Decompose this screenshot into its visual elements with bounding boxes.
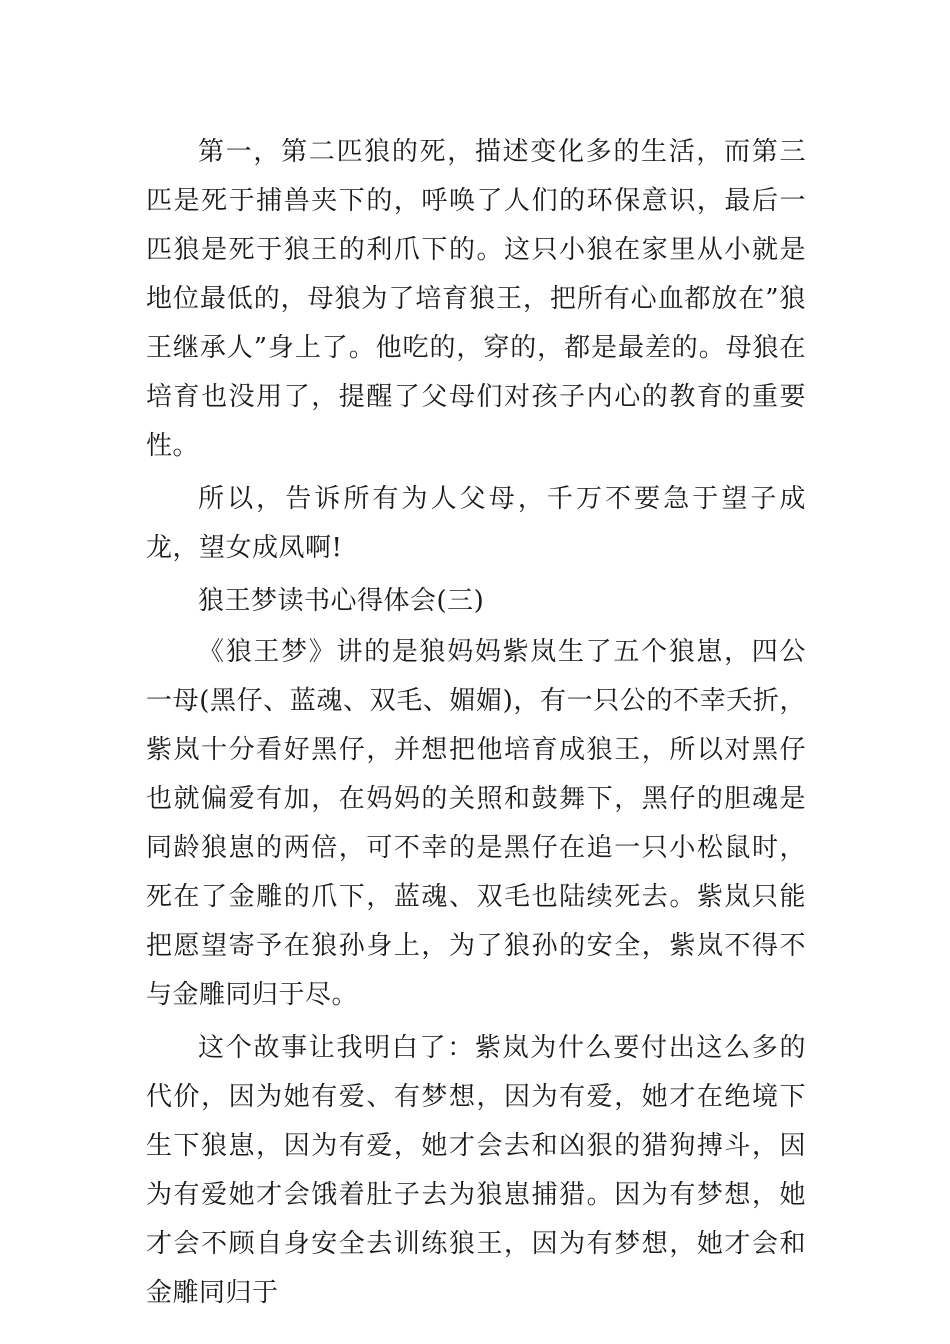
section-heading: 狼王梦读书心得体会(三) — [198, 586, 485, 616]
paragraph-story-summary: 《狼王梦》讲的是狼妈妈紫岚生了五个狼崽，四公一母(黑仔、蓝魂、双毛、媚媚)，有一只公的不幸夭折，紫岚十分看好黑仔，并想把他培育成狼王，所以对黑仔也就偏爱有加，在妈妈的关照和鼓舞下，黑仔的胆魂是同龄狼崽的两倍，可不幸的是黑仔在追一只小松鼠时，死在了金雕的爪下，蓝魂、双毛也陆续死去。紫岚只能把愿望寄予在狼孙身上，为了狼孙的安全，紫岚不得不与金雕同归于尽。 — [146, 637, 806, 1010]
paragraph-wolf-deaths: 第一，第二匹狼的死，描述变化多的生活，而第三匹是死于捕兽夹下的，呼唤了人们的环保意识，最后一匹狼是死于狼王的利爪下的。这只小狼在家里从小就是地位最低的，母狼为了培育狼王，把所有心血都放在”狼王继承人”身上了。他吃的，穿的，都是最差的。母狼在培育也没用了，提醒了父母们对孩子内心的教育的重要性。 — [146, 137, 806, 461]
paragraph-parents-advice: 所以，告诉所有为人父母，千万不要急于望子成龙，望女成凤啊! — [146, 484, 806, 563]
paragraph-reflection: 这个故事让我明白了：紫岚为什么要付出这么多的代价，因为她有爱、有梦想，因为有爱，她才在绝境下生下狼崽，因为有爱，她才会去和凶狠的猎狗搏斗，因为有爱她才会饿着肚子去为狼崽捕猎。因为有梦想，她才会不顾自身安全去训练狼王，因为有梦想，她才会和金雕同归于 — [146, 1033, 806, 1308]
document-body — [146, 128, 806, 1318]
